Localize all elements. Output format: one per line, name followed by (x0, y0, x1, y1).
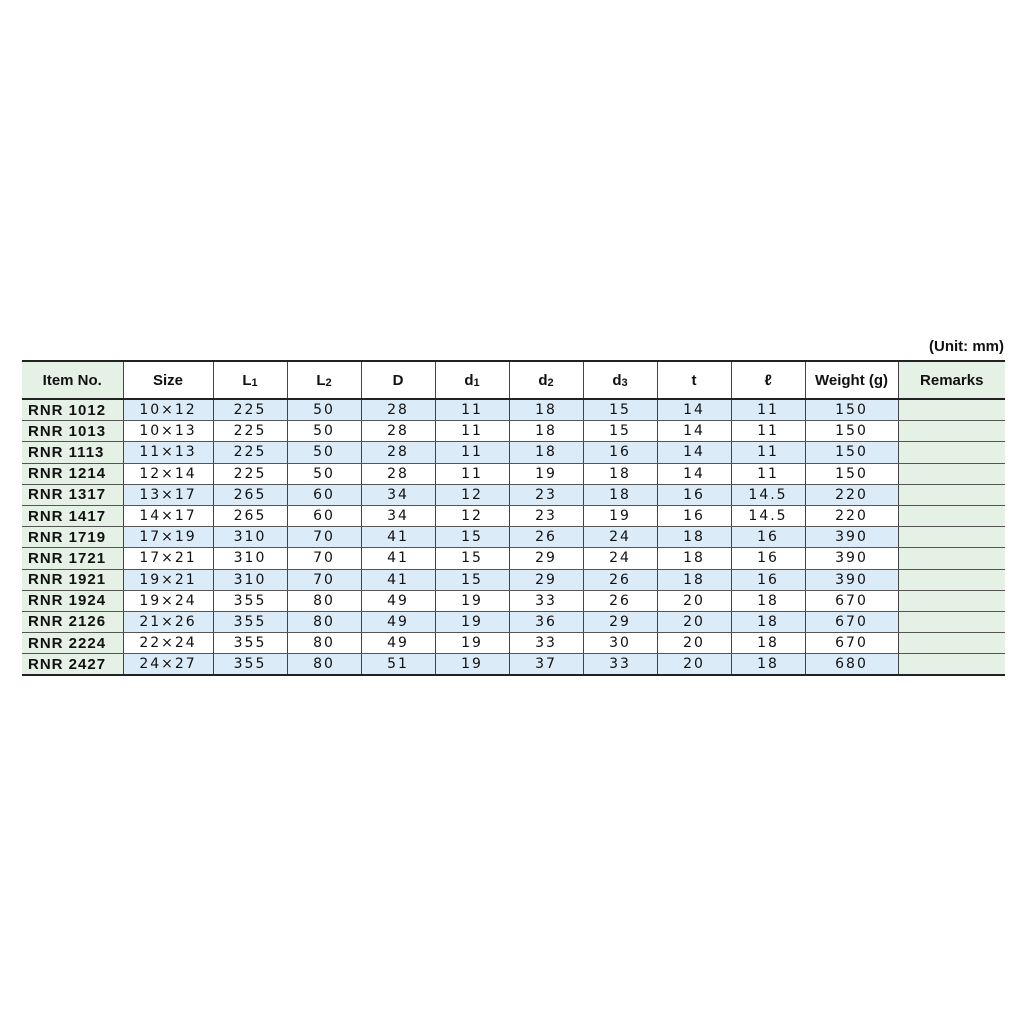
header-remarks (898, 361, 1005, 399)
t-cell: 18 (657, 548, 731, 569)
weight-cell: 670 (805, 590, 898, 611)
header-label: Weight (g) (814, 371, 889, 389)
header-subscript: 3 (621, 376, 628, 389)
header-row (22, 361, 1005, 399)
l1-cell: 225 (213, 442, 287, 463)
weight-cell: 390 (805, 569, 898, 590)
table-body (22, 399, 1005, 675)
ell-cell: 14.5 (731, 505, 805, 526)
d1-cell: 15 (435, 569, 509, 590)
d-cell: 28 (361, 399, 435, 421)
ell-cell: 14.5 (731, 484, 805, 505)
d1-cell: 19 (435, 590, 509, 611)
item-no-cell: RNR 2427 (22, 654, 123, 676)
d2-cell: 18 (509, 421, 583, 442)
table-row (22, 569, 1005, 590)
table-row (22, 590, 1005, 611)
remarks-cell (898, 654, 1005, 676)
d2-cell: 36 (509, 611, 583, 632)
header-label: d (612, 371, 622, 389)
remarks-cell (898, 442, 1005, 463)
d3-cell: 33 (583, 654, 657, 676)
t-cell: 14 (657, 442, 731, 463)
item-no-cell: RNR 2224 (22, 633, 123, 654)
size-cell: 10×13 (123, 421, 213, 442)
d1-cell: 15 (435, 548, 509, 569)
l2-cell: 50 (287, 463, 361, 484)
l2-cell: 60 (287, 505, 361, 526)
d3-cell: 24 (583, 527, 657, 548)
d1-cell: 19 (435, 611, 509, 632)
ell-cell: 11 (731, 421, 805, 442)
weight-cell: 150 (805, 442, 898, 463)
d-cell: 41 (361, 527, 435, 548)
header-label: ℓ (764, 371, 772, 389)
remarks-cell (898, 633, 1005, 654)
item-no-cell: RNR 1719 (22, 527, 123, 548)
d3-cell: 26 (583, 569, 657, 590)
size-cell: 17×19 (123, 527, 213, 548)
weight-cell: 390 (805, 548, 898, 569)
weight-cell: 220 (805, 505, 898, 526)
d2-cell: 19 (509, 463, 583, 484)
d-cell: 34 (361, 484, 435, 505)
d3-cell: 15 (583, 421, 657, 442)
l1-cell: 355 (213, 633, 287, 654)
d2-cell: 33 (509, 590, 583, 611)
weight-cell: 680 (805, 654, 898, 676)
item-no-cell: RNR 1012 (22, 399, 123, 421)
header-ell (731, 361, 805, 399)
l1-cell: 310 (213, 548, 287, 569)
table-row (22, 421, 1005, 442)
unit-label: (Unit: mm) (929, 338, 1004, 355)
table-row (22, 484, 1005, 505)
l2-cell: 80 (287, 633, 361, 654)
remarks-cell (898, 590, 1005, 611)
t-cell: 14 (657, 421, 731, 442)
t-cell: 16 (657, 505, 731, 526)
d1-cell: 15 (435, 527, 509, 548)
remarks-cell (898, 399, 1005, 421)
d-cell: 49 (361, 590, 435, 611)
ell-cell: 11 (731, 442, 805, 463)
l2-cell: 70 (287, 548, 361, 569)
l1-cell: 355 (213, 590, 287, 611)
table-row (22, 548, 1005, 569)
d1-cell: 11 (435, 399, 509, 421)
d-cell: 49 (361, 611, 435, 632)
t-cell: 14 (657, 463, 731, 484)
item-no-cell: RNR 1113 (22, 442, 123, 463)
d-cell: 49 (361, 633, 435, 654)
header-label: Item No. (42, 371, 102, 389)
header-subscript: 2 (547, 376, 554, 389)
ell-cell: 18 (731, 590, 805, 611)
header-item-no (22, 361, 123, 399)
l1-cell: 225 (213, 463, 287, 484)
d3-cell: 30 (583, 633, 657, 654)
size-cell: 21×26 (123, 611, 213, 632)
remarks-cell (898, 569, 1005, 590)
l1-cell: 310 (213, 527, 287, 548)
t-cell: 16 (657, 484, 731, 505)
size-cell: 19×21 (123, 569, 213, 590)
table-row (22, 633, 1005, 654)
weight-cell: 220 (805, 484, 898, 505)
item-no-cell: RNR 1924 (22, 590, 123, 611)
item-no-cell: RNR 1921 (22, 569, 123, 590)
d2-cell: 26 (509, 527, 583, 548)
weight-cell: 150 (805, 399, 898, 421)
d2-cell: 18 (509, 399, 583, 421)
ell-cell: 18 (731, 633, 805, 654)
weight-cell: 150 (805, 421, 898, 442)
remarks-cell (898, 421, 1005, 442)
d2-cell: 29 (509, 548, 583, 569)
remarks-cell (898, 611, 1005, 632)
header-l2 (287, 361, 361, 399)
l2-cell: 70 (287, 569, 361, 590)
header-label: D (392, 371, 404, 389)
header-subscript: 1 (473, 376, 480, 389)
d-cell: 41 (361, 548, 435, 569)
d-cell: 28 (361, 421, 435, 442)
size-cell: 17×21 (123, 548, 213, 569)
t-cell: 20 (657, 590, 731, 611)
header-weight (805, 361, 898, 399)
ell-cell: 16 (731, 527, 805, 548)
ell-cell: 11 (731, 463, 805, 484)
d3-cell: 26 (583, 590, 657, 611)
d1-cell: 19 (435, 633, 509, 654)
d2-cell: 23 (509, 505, 583, 526)
spec-table (22, 360, 1005, 676)
header-d1 (435, 361, 509, 399)
table-row (22, 463, 1005, 484)
t-cell: 20 (657, 611, 731, 632)
header-label: d (464, 371, 474, 389)
l1-cell: 355 (213, 654, 287, 676)
d2-cell: 29 (509, 569, 583, 590)
l2-cell: 80 (287, 611, 361, 632)
item-no-cell: RNR 1013 (22, 421, 123, 442)
t-cell: 18 (657, 527, 731, 548)
size-cell: 14×17 (123, 505, 213, 526)
d3-cell: 18 (583, 463, 657, 484)
item-no-cell: RNR 2126 (22, 611, 123, 632)
t-cell: 14 (657, 399, 731, 421)
l2-cell: 80 (287, 654, 361, 676)
t-cell: 18 (657, 569, 731, 590)
l1-cell: 355 (213, 611, 287, 632)
l1-cell: 310 (213, 569, 287, 590)
l1-cell: 265 (213, 484, 287, 505)
size-cell: 24×27 (123, 654, 213, 676)
table-row (22, 505, 1005, 526)
header-label: L (242, 371, 252, 389)
size-cell: 13×17 (123, 484, 213, 505)
ell-cell: 16 (731, 569, 805, 590)
d3-cell: 19 (583, 505, 657, 526)
remarks-cell (898, 548, 1005, 569)
l2-cell: 50 (287, 421, 361, 442)
d3-cell: 18 (583, 484, 657, 505)
table-row (22, 442, 1005, 463)
d-cell: 51 (361, 654, 435, 676)
d-cell: 28 (361, 463, 435, 484)
d-cell: 28 (361, 442, 435, 463)
t-cell: 20 (657, 654, 731, 676)
ell-cell: 16 (731, 548, 805, 569)
table-row (22, 399, 1005, 421)
d-cell: 34 (361, 505, 435, 526)
item-no-cell: RNR 1417 (22, 505, 123, 526)
ell-cell: 18 (731, 654, 805, 676)
d1-cell: 11 (435, 463, 509, 484)
l2-cell: 60 (287, 484, 361, 505)
remarks-cell (898, 505, 1005, 526)
ell-cell: 11 (731, 399, 805, 421)
size-cell: 11×13 (123, 442, 213, 463)
header-size (123, 361, 213, 399)
header-subscript: 1 (251, 376, 258, 389)
header-l1 (213, 361, 287, 399)
t-cell: 20 (657, 633, 731, 654)
header-d (361, 361, 435, 399)
table-row (22, 527, 1005, 548)
header-label: L (316, 371, 326, 389)
header-t (657, 361, 731, 399)
item-no-cell: RNR 1214 (22, 463, 123, 484)
l2-cell: 50 (287, 399, 361, 421)
d3-cell: 24 (583, 548, 657, 569)
header-label: Remarks (920, 371, 984, 389)
table-row (22, 654, 1005, 676)
size-cell: 19×24 (123, 590, 213, 611)
weight-cell: 150 (805, 463, 898, 484)
item-no-cell: RNR 1721 (22, 548, 123, 569)
weight-cell: 390 (805, 527, 898, 548)
header-subscript: 2 (325, 376, 332, 389)
size-cell: 12×14 (123, 463, 213, 484)
remarks-cell (898, 527, 1005, 548)
l1-cell: 265 (213, 505, 287, 526)
l1-cell: 225 (213, 421, 287, 442)
weight-cell: 670 (805, 633, 898, 654)
ell-cell: 18 (731, 611, 805, 632)
d2-cell: 37 (509, 654, 583, 676)
d2-cell: 18 (509, 442, 583, 463)
d3-cell: 15 (583, 399, 657, 421)
header-d3 (583, 361, 657, 399)
header-label: Size (152, 371, 183, 389)
l2-cell: 50 (287, 442, 361, 463)
d3-cell: 29 (583, 611, 657, 632)
header-label: d (538, 371, 548, 389)
d1-cell: 19 (435, 654, 509, 676)
item-no-cell: RNR 1317 (22, 484, 123, 505)
header-d2 (509, 361, 583, 399)
l2-cell: 80 (287, 590, 361, 611)
d-cell: 41 (361, 569, 435, 590)
d1-cell: 12 (435, 505, 509, 526)
d2-cell: 33 (509, 633, 583, 654)
remarks-cell (898, 463, 1005, 484)
header-label: t (691, 371, 697, 389)
d1-cell: 12 (435, 484, 509, 505)
d3-cell: 16 (583, 442, 657, 463)
l2-cell: 70 (287, 527, 361, 548)
l1-cell: 225 (213, 399, 287, 421)
weight-cell: 670 (805, 611, 898, 632)
d2-cell: 23 (509, 484, 583, 505)
d1-cell: 11 (435, 442, 509, 463)
remarks-cell (898, 484, 1005, 505)
d1-cell: 11 (435, 421, 509, 442)
size-cell: 10×12 (123, 399, 213, 421)
size-cell: 22×24 (123, 633, 213, 654)
table-row (22, 611, 1005, 632)
